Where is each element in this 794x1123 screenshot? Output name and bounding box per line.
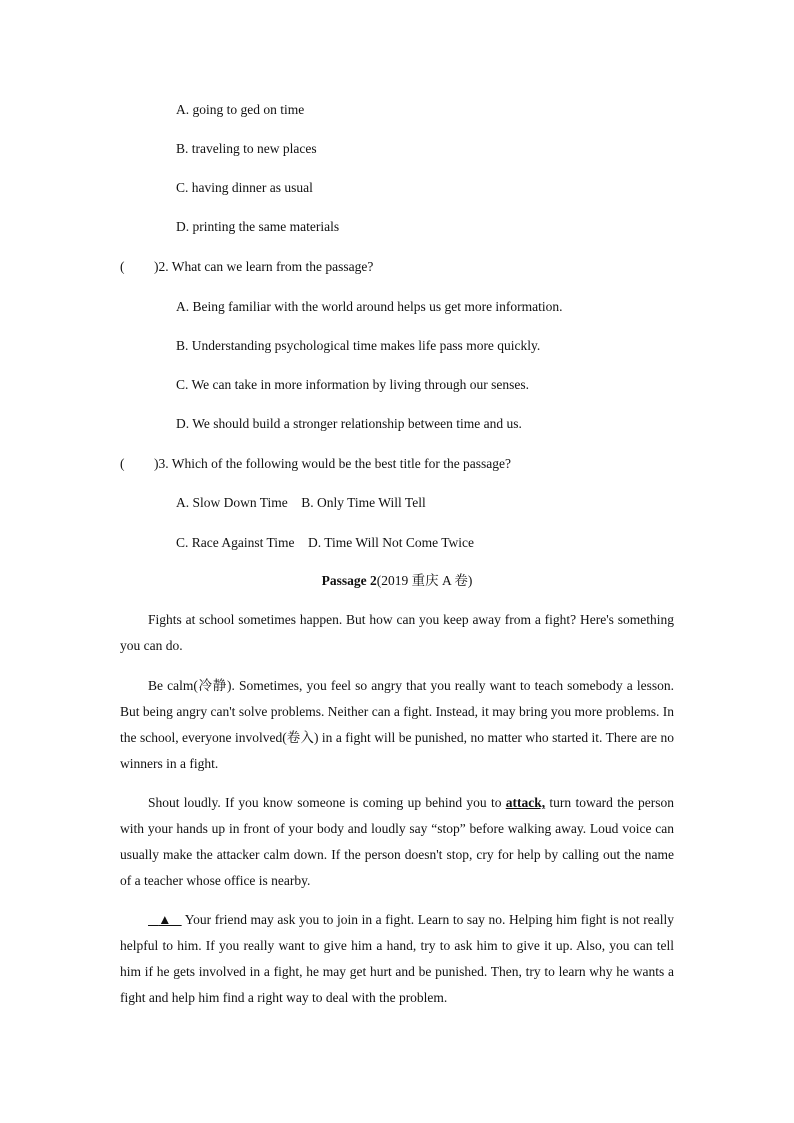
q1-option-a: A. going to ged on time — [176, 102, 305, 117]
passage-paragraph-1: Fights at school sometimes happen. But how can you keep away from a fight? Here's something you can do. — [120, 612, 674, 653]
passage-title-label: Passage 2 — [321, 573, 377, 588]
q2-option-d: D. We should build a stronger relationship between time and us. — [176, 416, 522, 431]
q3-answer-paren: ( — [120, 456, 125, 471]
blank-triangle-icon — [148, 907, 182, 933]
q2-option-b: B. Understanding psychological time makes life pass more quickly. — [176, 338, 541, 353]
q2-option-a: A. Being familiar with the world around helps us get more information. — [176, 299, 563, 314]
attack-underlined-word: attack, — [505, 795, 546, 810]
passage-paragraph-3 — [120, 790, 674, 894]
q1-option-b: B. traveling to new places — [176, 141, 317, 156]
passage-paragraph-2: Be calm(冷静). Sometimes, you feel so angry that you really want to teach somebody a lesson. But being angry can't solve problems. Neither can a fight. Instead, it may bring you more problems. In the school, everyone involved(卷入) in a fight will be punished, no matter who started it. There are no winners in a fight. — [120, 678, 674, 771]
q2-answer-paren: ( — [120, 259, 125, 274]
blank-marker: ▲ — [158, 912, 172, 927]
q3-options-cd: C. Race Against Time D. Time Will Not Come Twice — [176, 535, 475, 550]
q3-stem: )3. Which of the following would be the best title for the passage? — [154, 456, 512, 471]
passage-paragraph-4 — [120, 907, 674, 1011]
p4-text: Your friend may ask you to join in a fight. Learn to say no. Helping him fight is not really helpful to him. If you really want to give him a hand, try to ask him to give it up. Also, you can tell him if he gets involved in a fight, he may get hurt and be punished. Then, try to learn why he wants a fight and help him find a right way to deal with the problem. — [120, 912, 674, 1005]
passage-title-source: (2019 重庆 A 卷) — [376, 573, 473, 588]
q1-option-d: D. printing the same materials — [176, 219, 340, 234]
q3-stem-line — [120, 455, 511, 473]
q3-options-ab: A. Slow Down Time B. Only Time Will Tell — [176, 495, 426, 510]
q2-option-c: C. We can take in more information by living through our senses. — [176, 377, 529, 392]
p3-text-before: Shout loudly. If you know someone is coming up behind you to — [148, 795, 506, 810]
q2-stem-line — [120, 258, 373, 276]
q1-option-c: C. having dinner as usual — [176, 180, 313, 195]
q2-stem: )2. What can we learn from the passage? — [154, 259, 374, 274]
passage-title — [0, 572, 794, 590]
p3-text-after: turn toward the person with your hands up in front of your body and loudly say “stop” before walking away. Loud voice can usually make the attacker calm down. If the person doesn't stop, cry for help by calling out the name of a teacher whose office is nearby. — [120, 795, 674, 888]
